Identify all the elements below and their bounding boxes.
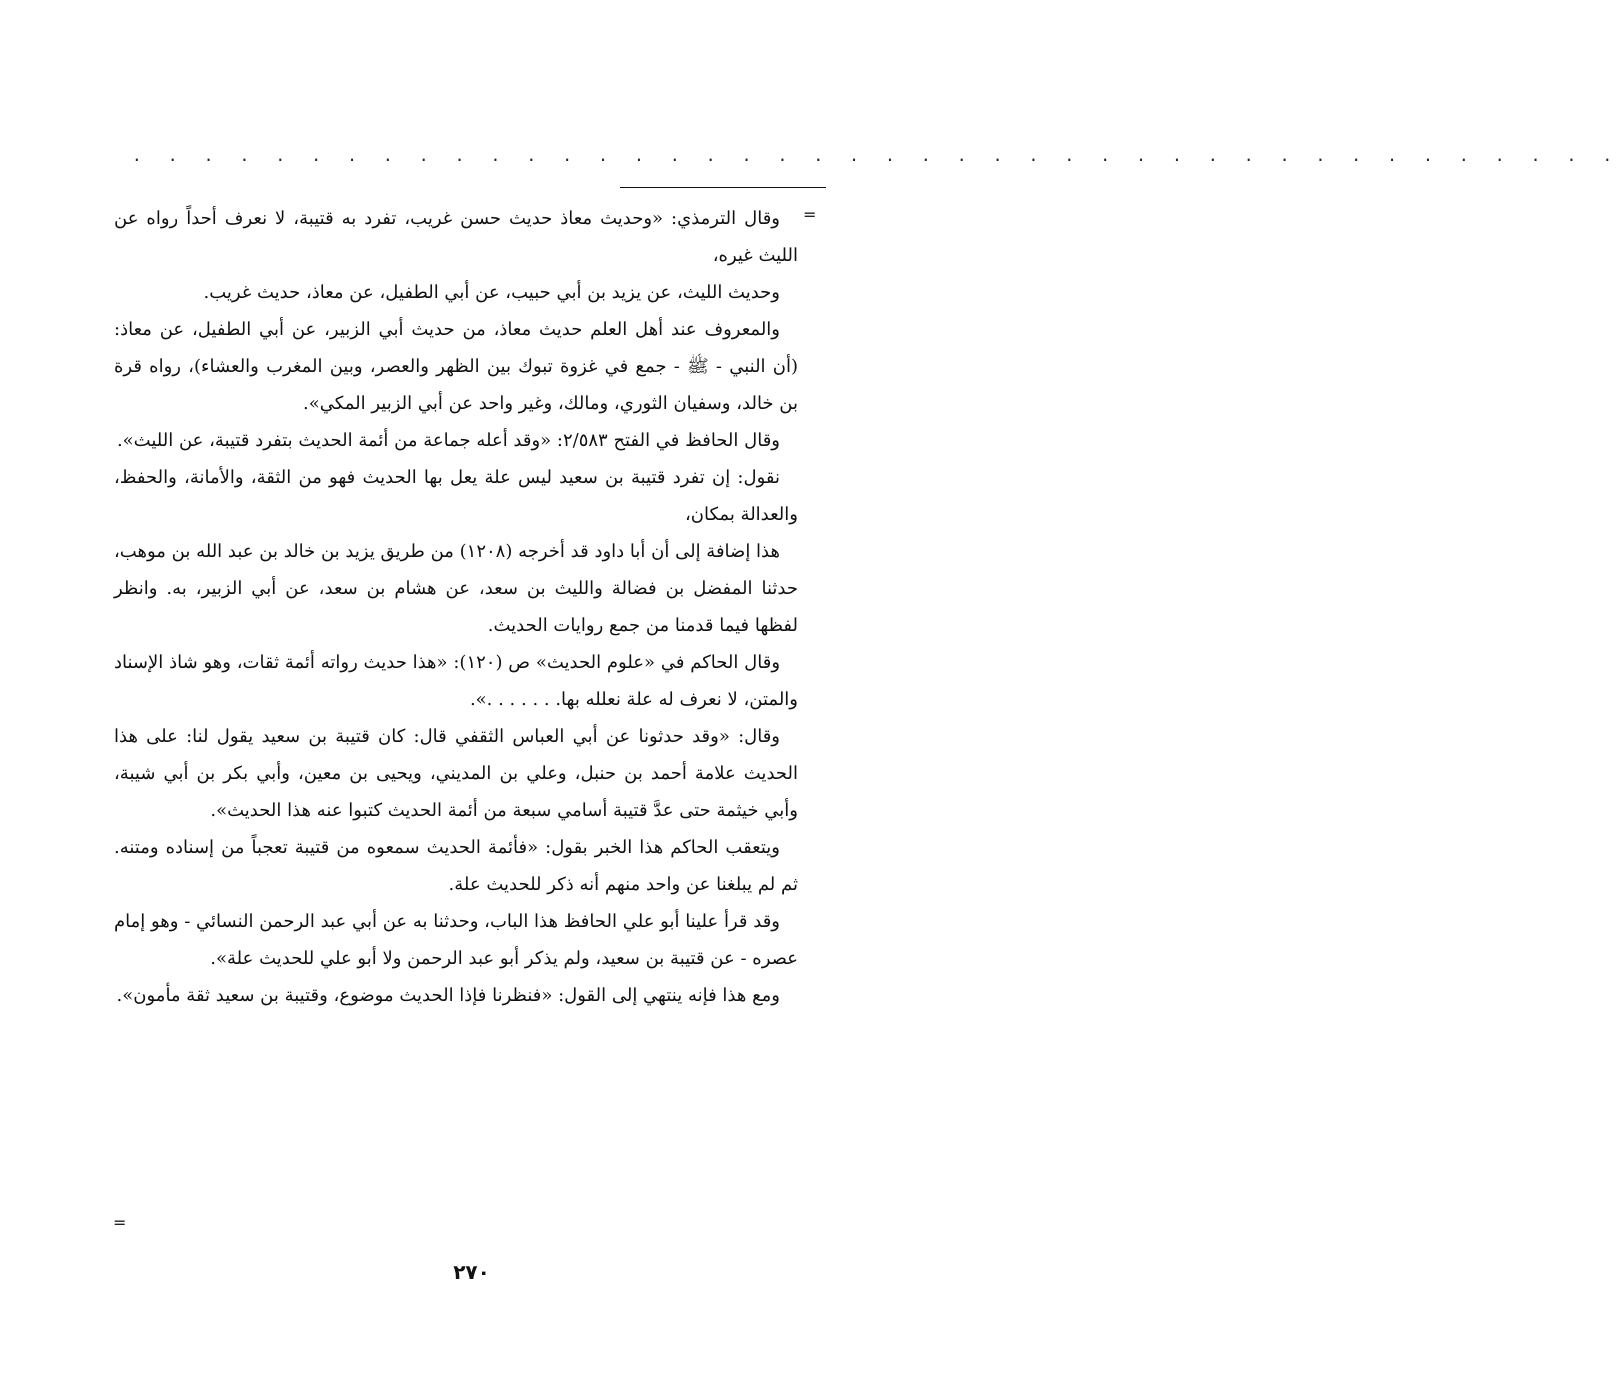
continuation-mark-top: =: [803, 205, 817, 224]
footnote-rule: [620, 187, 826, 188]
paragraph: وقال: «وقد حدثونا عن أبي العباس الثقفي قال: كان قتيبة بن سعيد يقول لنا: على هذا الحديث علامة أحمد بن حنبل، وعلي بن المديني، ويحيى بن معين، وأبي بكر بن أبي شيبة، وأبي خيثمة حتى عدَّ قتيبة أسامي سبعة من أئمة الحديث كتبوا عنه هذا الحديث».: [114, 726, 798, 821]
paragraph: وقال الحاكم في «علوم الحديث» ص (١٢٠): «هذا حديث رواته أئمة ثقات، وهو شاذ الإسناد والمتن، لا نعرف له علة نعلله بها. . . . . . .».: [114, 652, 798, 710]
paragraph: وقال الحافظ في الفتح ٢/٥٨٣: «وقد أعله جماعة من أئمة الحديث بتفرد قتيبة، عن الليث».: [116, 430, 780, 451]
separator-dots: . . . . . . . . . . . . . . . . . . . . . . . . . . . . . . . . . . . . . . . . . .: [132, 146, 1620, 165]
paragraph: وقال الترمذي: «وحديث معاذ حديث حسن غريب، تفرد به قتيبة، لا نعرف أحداً رواه عن الليث غيره،: [114, 208, 798, 266]
paragraph: وحديث الليث، عن يزيد بن أبي حبيب، عن أبي الطفيل، عن معاذ، حديث غريب.: [203, 282, 780, 303]
page-number: ٢٧٠: [453, 1260, 490, 1284]
footnote-text: [114, 200, 798, 1014]
paragraph: ويتعقب الحاكم هذا الخبر بقول: «فأئمة الحديث سمعوه من قتيبة تعجباً من إسناده ومتنه. ثم لم يبلغنا عن واحد منهم أنه ذكر للحديث علة.: [114, 837, 798, 895]
paragraph: وقد قرأ علينا أبو علي الحافظ هذا الباب، وحدثنا به عن أبي عبد الرحمن النسائي - وهو إمام عصره - عن قتيبة بن سعيد، ولم يذكر أبو عبد الرحمن ولا أبو علي للحديث علة».: [114, 911, 798, 969]
paragraph: هذا إضافة إلى أن أبا داود قد أخرجه (١٢٠٨) من طريق يزيد بن خالد بن عبد الله بن موهب، حدثنا المفضل بن فضالة والليث بن سعد، عن هشام بن سعد، عن أبي الزبير، به. وانظر لفظها فيما قدمنا من جمع روايات الحديث.: [114, 541, 798, 636]
continuation-mark-bottom: =: [113, 1213, 127, 1232]
paragraph: والمعروف عند أهل العلم حديث معاذ، من حديث أبي الزبير، عن أبي الطفيل، عن معاذ: (أن النبي - ﷺ - جمع في غزوة تبوك بين الظهر والعصر، وبين المغرب والعشاء)، رواه قرة بن خالد، وسفيان الثوري، ومالك، وغير واحد عن أبي الزبير المكي».: [114, 319, 798, 414]
paragraph: ومع هذا فإنه ينتهي إلى القول: «فنظرنا فإذا الحديث موضوع، وقتيبة بن سعيد ثقة مأمون».: [116, 985, 780, 1006]
paragraph: نقول: إن تفرد قتيبة بن سعيد ليس علة يعل بها الحديث فهو من الثقة، والأمانة، والحفظ، والعدالة بمكان،: [114, 467, 798, 525]
